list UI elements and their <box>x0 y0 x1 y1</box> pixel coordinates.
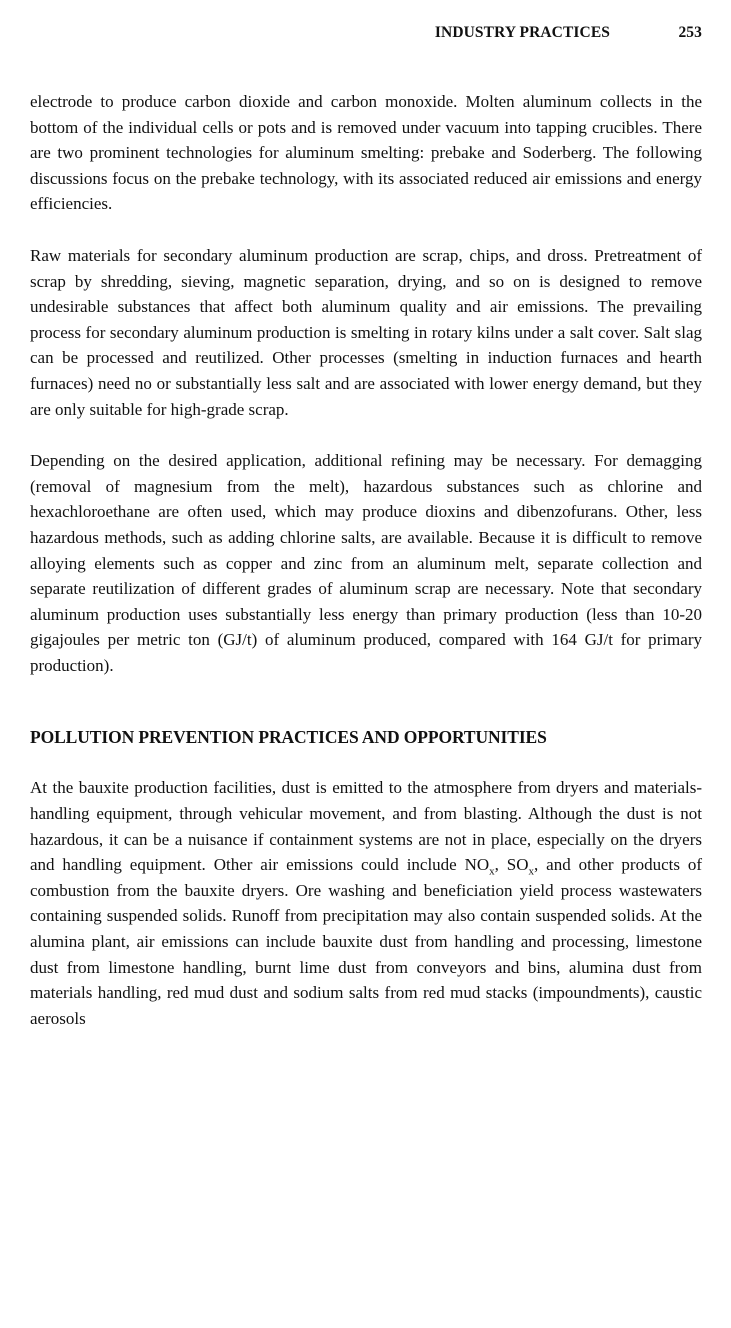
paragraph-pollution-prevention <box>30 775 702 1031</box>
running-header-title: INDUSTRY PRACTICES <box>434 24 610 41</box>
running-header <box>30 24 702 46</box>
paragraph-primary-smelting: electrode to produce carbon dioxide and carbon monoxide. Molten aluminum collects in the bottom of the individual cells or pots and is removed under vacuum into tapping crucibles. There are two prominent technologies for aluminum smelting: prebake and Soderberg. The following discussions focus on the prebake technology, with its associated reduced air emissions and energy efficiencies. <box>30 92 702 214</box>
subscript-x-sox: x <box>528 865 535 878</box>
subscript-x-nox: x <box>489 865 495 878</box>
paragraph-text-part-3: , and other products of combustion from the bauxite dryers. Ore washing and beneficiation yield process wastewaters containing suspended solids. Runoff from precipitation may also contain suspended solids. At the alumina plant, air emissions can include bauxite dust from handling and processing, limestone dust from limestone handling, burnt lime dust from conveyors and bins, alumina dust from materials handling, red mud dust and sodium salts from red mud stacks (impoundments), caustic aerosols <box>30 855 703 1028</box>
paragraph-text-part-1: At the bauxite production facilities, dust is emitted to the atmosphere from dryers and materials-handling equipment, through vehicular movement, and from blasting. Although the dust is not hazardous, it can be a nuisance if containment systems are not in place, especially on the dryers and handling equipment. Other air emissions could include NO <box>30 778 702 875</box>
page-body <box>30 89 702 1057</box>
paragraph-text-part-2: , SO <box>494 855 529 875</box>
page-number: 253 <box>678 24 702 41</box>
section-heading: POLLUTION PREVENTION PRACTICES AND OPPORTUNITIES <box>30 727 547 748</box>
paragraph-refining: Depending on the desired application, additional refining may be necessary. For demagging (removal of magnesium from the melt), hazardous substances such as chlorine and hexachloroethane are often used, which may produce dioxins and dibenzofurans. Other, less hazardous methods, such as adding chlorine salts, are available. Because it is difficult to remove alloying elements such as copper and zinc from an aluminum melt, separate collection and separate reutilization of different grades of aluminum scrap are necessary. Note that secondary aluminum production uses substantially less energy than primary production (less than 10-20 gigajoules per metric ton (GJ/t) of aluminum produced, compared with 164 GJ/t for primary production). <box>30 451 702 675</box>
paragraph-secondary-raw-materials: Raw materials for secondary aluminum production are scrap, chips, and dross. Pretreatment of scrap by shredding, sieving, magnetic separation, drying, and so on is designed to remove undesirable substances that affect both aluminum quality and air emissions. The prevailing process for secondary aluminum production is smelting in rotary kilns under a salt cover. Salt slag can be processed and reutilized. Other processes (smelting in induction furnaces and hearth furnaces) need no or substantially less salt and are associated with lower energy demand, but they are only suitable for high-grade scrap. <box>30 245 702 419</box>
